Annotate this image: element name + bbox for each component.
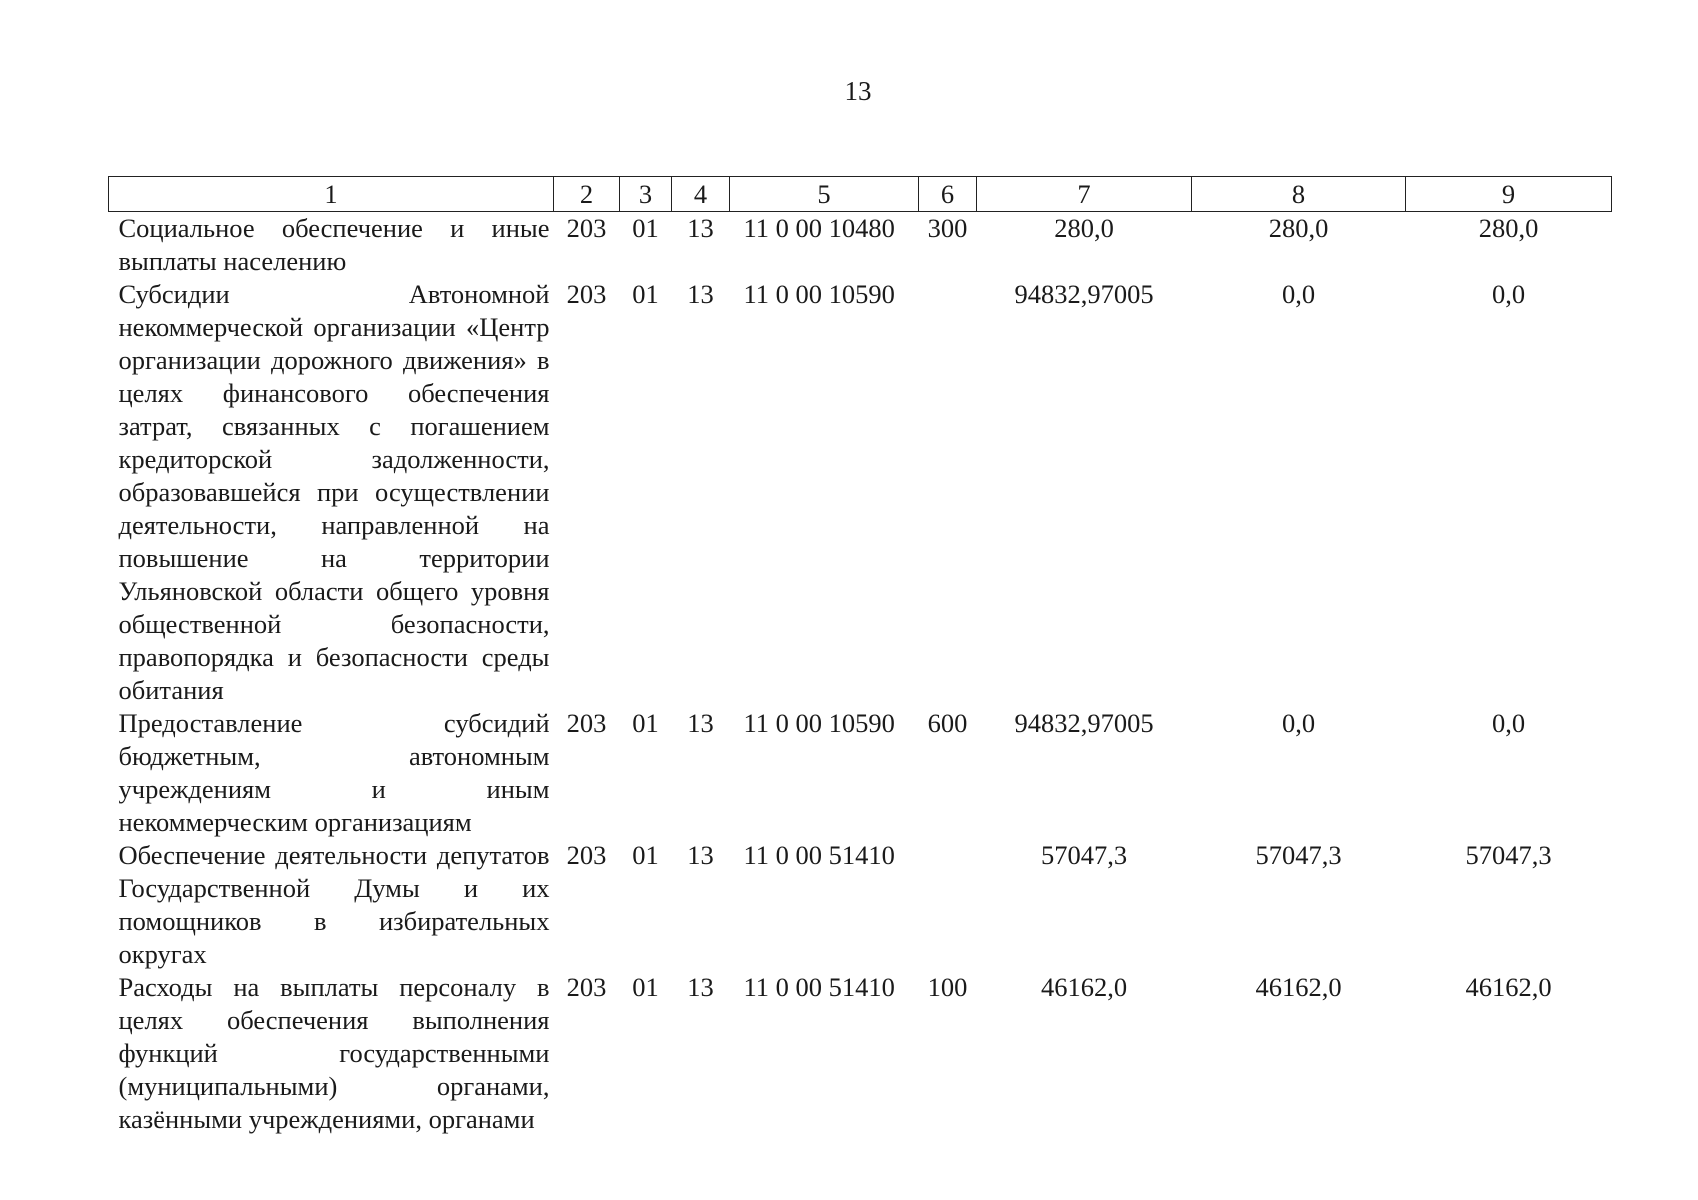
row-name: Расходы на выплаты персоналу в целях обеспечения выполнения функций государственными (муниципальными) органами, казёнными учреждениями, органами: [118, 972, 550, 1134]
row-csr: 11 0 00 51410: [743, 972, 895, 1002]
header-cell: 1: [109, 177, 554, 212]
row-pr: 13: [687, 972, 714, 1002]
row-pr: 13: [687, 279, 714, 309]
row-gr: 203: [566, 213, 607, 243]
header-cell: 6: [919, 177, 977, 212]
header-cell: 4: [672, 177, 730, 212]
row-pr: 13: [687, 213, 714, 243]
row-vr: 300: [927, 213, 968, 243]
page-number: 13: [844, 76, 872, 106]
row-pr: 13: [687, 840, 714, 870]
row-sum-2: 46162,0: [1255, 972, 1342, 1002]
row-rz: 01: [632, 840, 659, 870]
row-sum-1: 46162,0: [1040, 972, 1128, 1002]
row-sum-3: 280,0: [1478, 213, 1539, 243]
row-name: Социальное обеспечение и иные выплаты населению: [118, 213, 550, 276]
row-rz: 01: [632, 279, 659, 309]
row-sum-3: 0,0: [1491, 708, 1526, 738]
table-row: [109, 971, 1612, 1136]
row-sum-3: 57047,3: [1465, 840, 1552, 870]
header-cell: 8: [1192, 177, 1406, 212]
row-rz: 01: [632, 213, 659, 243]
table-row: [109, 212, 1612, 279]
row-sum-1: 57047,3: [1040, 840, 1128, 870]
header-cell: 5: [730, 177, 919, 212]
row-sum-2: 57047,3: [1255, 840, 1342, 870]
header-cell: 2: [554, 177, 620, 212]
header-cell: 9: [1406, 177, 1612, 212]
row-rz: 01: [632, 708, 659, 738]
row-sum-2: 0,0: [1281, 279, 1316, 309]
table-row: [109, 278, 1612, 707]
row-vr: [919, 839, 977, 971]
row-sum-2: 280,0: [1268, 213, 1329, 243]
row-csr: 11 0 00 10590: [743, 279, 895, 309]
row-gr: 203: [566, 279, 607, 309]
row-gr: 203: [566, 972, 607, 1002]
row-name: Субсидии Автономной некоммерческой организации «Центр организации дорожного движения» в целях финансового обеспечения затрат, связанных с погашением кредиторской задолженности, образовавшейся при осуществлении деятельности, направленной на повышение на территории Ульяновской области общего уровня общественной безопасности, правопорядка и безопасности среды обитания: [118, 279, 550, 705]
budget-table: [108, 176, 1612, 1136]
row-name: Обеспечение деятельности депутатов Государственной Думы и их помощников в избирательных округах: [118, 840, 550, 969]
table-row: [109, 707, 1612, 839]
row-vr: 600: [927, 708, 968, 738]
row-sum-3: 0,0: [1491, 279, 1526, 309]
row-sum-1: 280,0: [1054, 213, 1114, 243]
row-csr: 11 0 00 51410: [743, 840, 895, 870]
row-vr: [919, 278, 977, 707]
row-sum-1: 94832,97005: [1014, 708, 1154, 738]
header-cell: 3: [620, 177, 672, 212]
header-cell: 7: [977, 177, 1192, 212]
row-csr: 11 0 00 10480: [743, 213, 895, 243]
row-sum-1: 94832,97005: [1014, 279, 1154, 309]
row-rz: 01: [632, 972, 659, 1002]
table-header-row: [109, 177, 1612, 212]
row-pr: 13: [687, 708, 714, 738]
row-gr: 203: [566, 708, 607, 738]
table-row: [109, 839, 1612, 971]
row-gr: 203: [566, 840, 607, 870]
row-sum-3: 46162,0: [1465, 972, 1552, 1002]
row-csr: 11 0 00 10590: [743, 708, 895, 738]
row-name: Предоставление субсидий бюджетным, автономным учреждениям и иным некоммерческим организациям: [118, 708, 550, 837]
row-sum-2: 0,0: [1281, 708, 1316, 738]
row-vr: 100: [927, 972, 968, 1002]
